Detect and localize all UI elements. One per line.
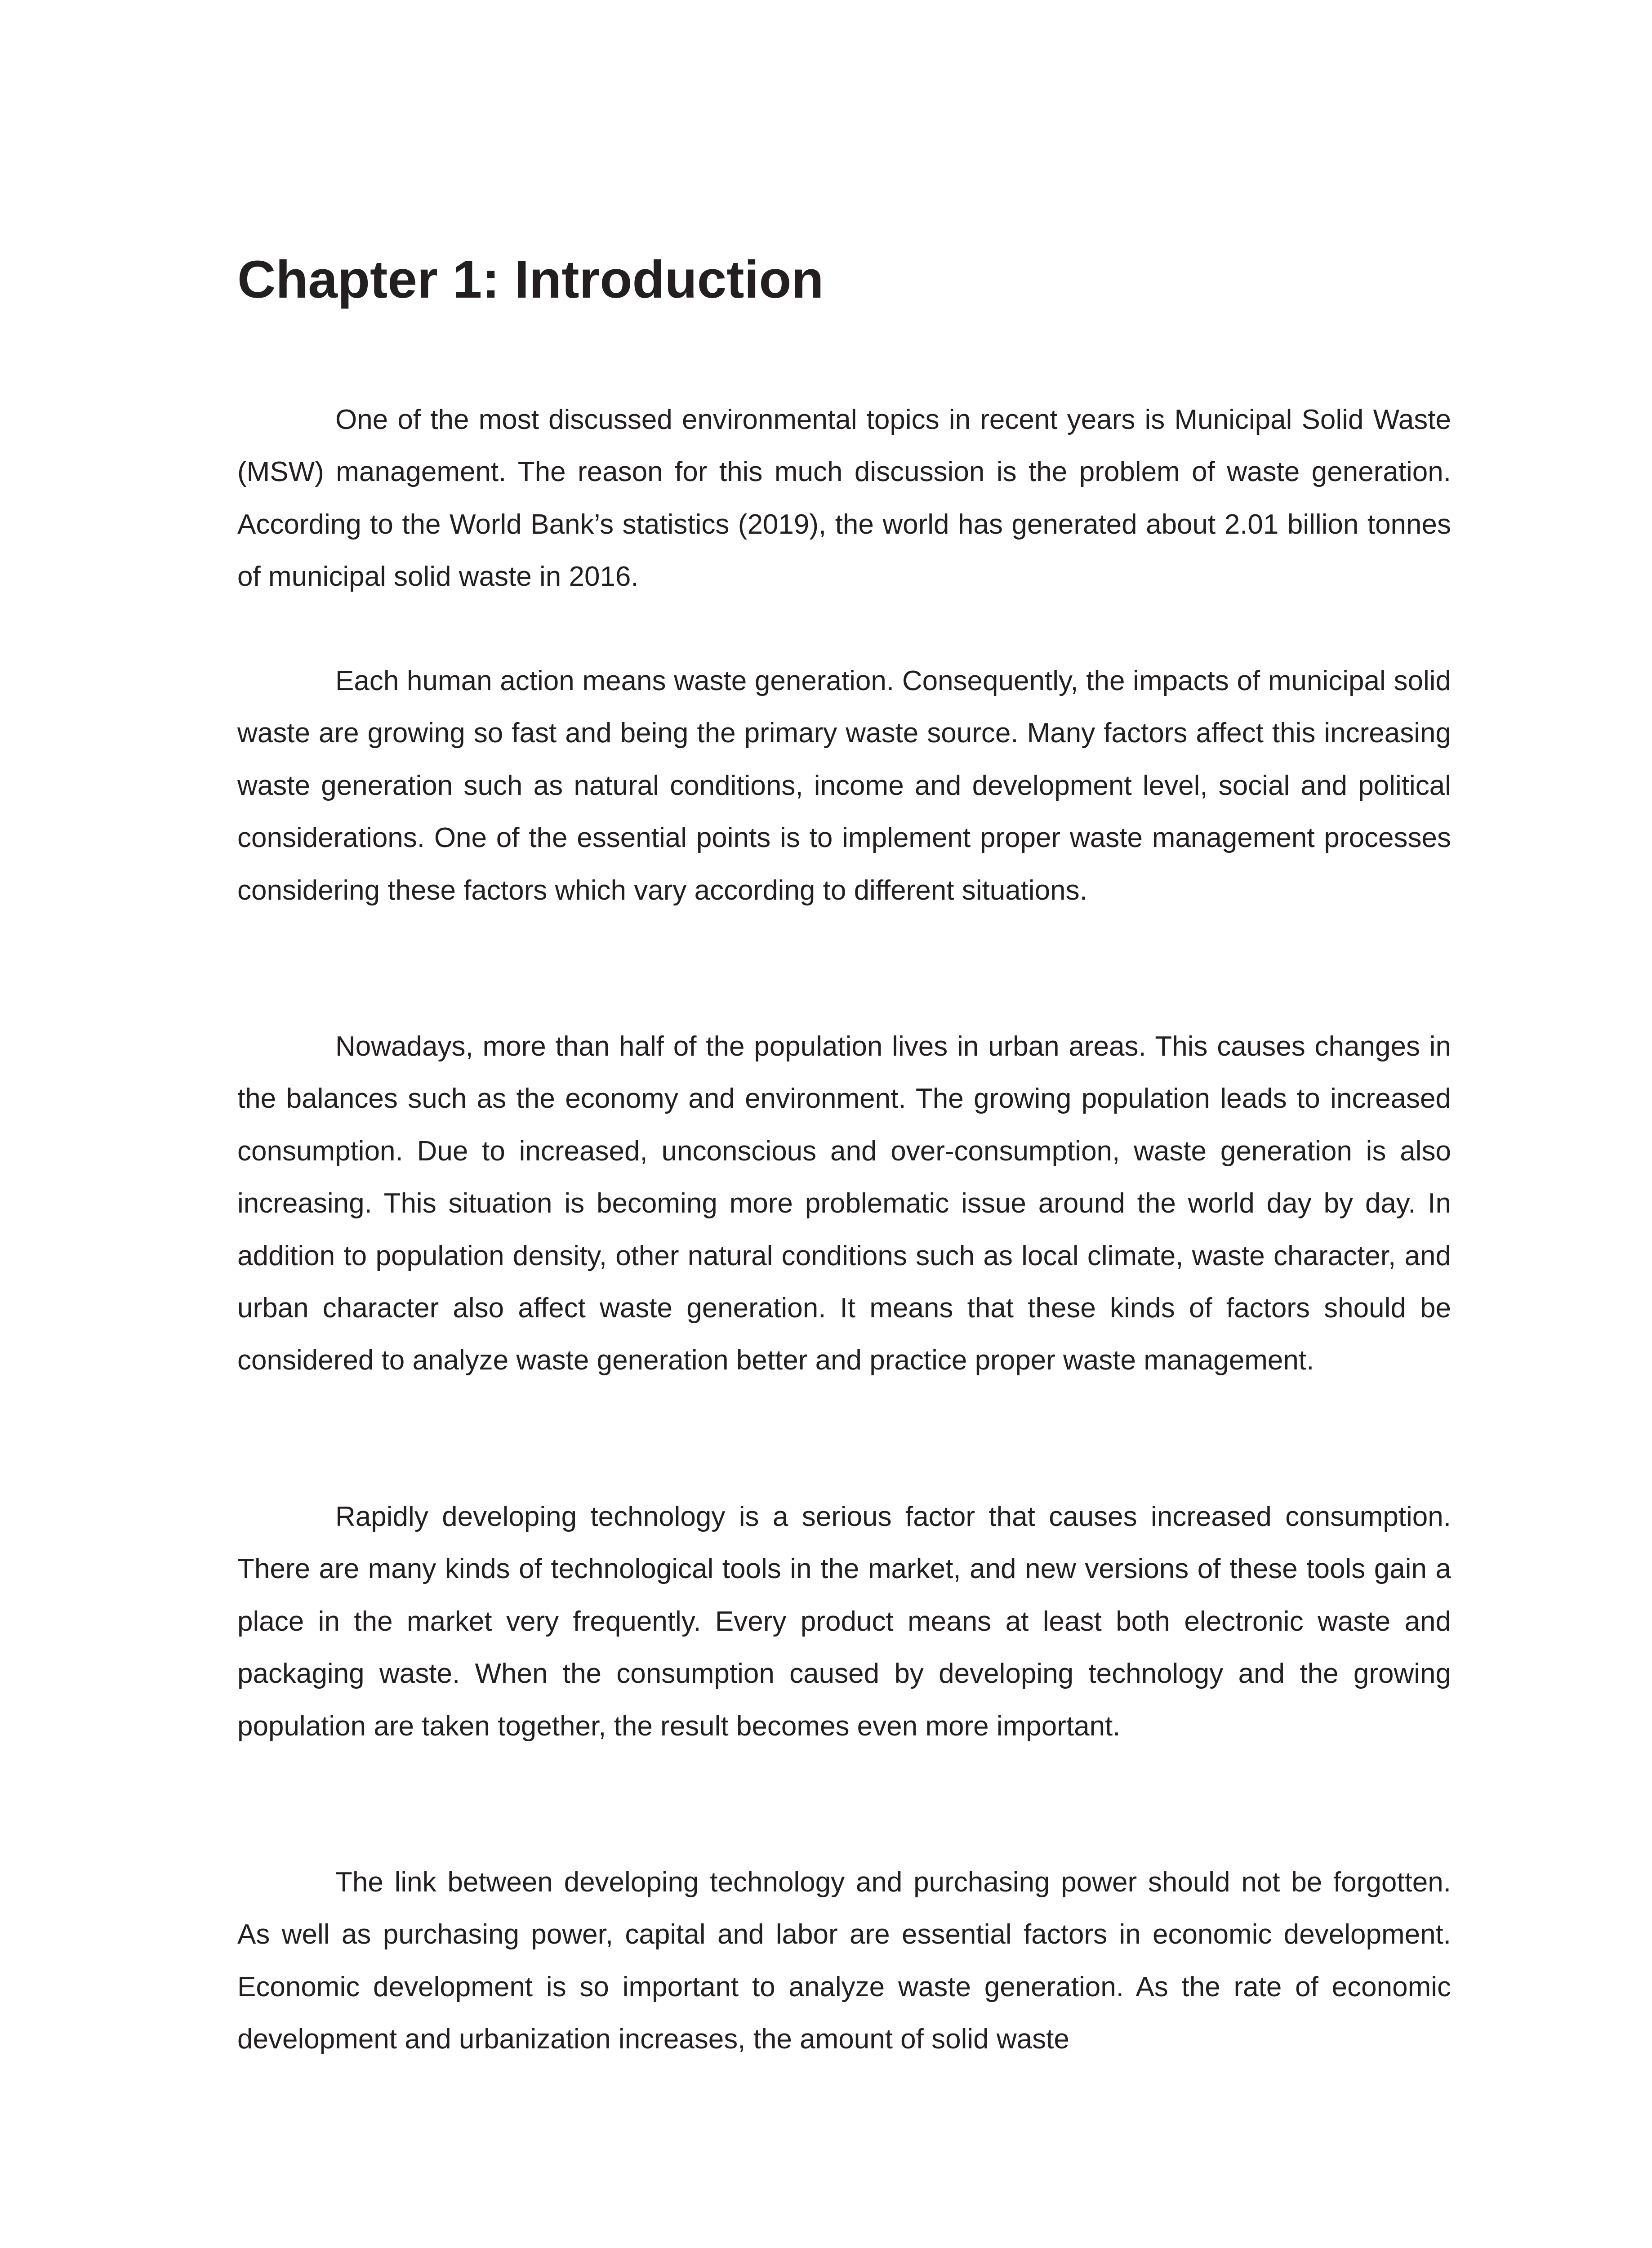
paragraph-4: Rapidly developing technology is a serious factor that causes increased consumption. There are many kinds of technological tools in the market, and new versions of these tools gain a place in the market very frequently. Every product means at least both electronic waste and packaging waste. When the consumption caused by developing technology and the growing population are taken together, the result becomes even more important. [237, 1501, 1451, 1742]
paragraph-2: Each human action means waste generation. Consequently, the impacts of municipal solid waste are growing so fast and being the primary waste source. Many factors affect this increasing waste generation such as natural conditions, income and development level, social and political considerations. One of the essential points is to implement proper waste management processes considering these factors which vary according to different situations. [237, 665, 1451, 906]
paragraph-3: Nowadays, more than half of the population lives in urban areas. This causes changes in the balances such as the economy and environment. The growing population leads to increased consumption. Due to increased, unconscious and over-consumption, waste generation is also increasing. This situation is becoming more problematic issue around the world day by day. In addition to population density, other natural conditions such as local climate, waste character, and urban character also affect waste generation. It means that these kinds of factors should be considered to analyze waste generation better and practice proper waste management. [237, 1031, 1451, 1376]
paragraph-5: The link between developing technology and purchasing power should not be forgotten. As well as purchasing power, capital and labor are essential factors in economic development. Economic development is so important to analyze waste generation. As the rate of economic development and urbanization increases, the amount of solid waste [237, 1867, 1451, 2055]
chapter-title: Chapter 1: Introduction [237, 250, 824, 309]
paragraph-1: One of the most discussed environmental topics in recent years is Municipal Solid Waste (MSW) management. The reason for this much discussion is the problem of waste generation. According to the World Bank’s statistics (2019), the world has generated about 2.01 billion tonnes of municipal solid waste in 2016. [237, 404, 1451, 593]
